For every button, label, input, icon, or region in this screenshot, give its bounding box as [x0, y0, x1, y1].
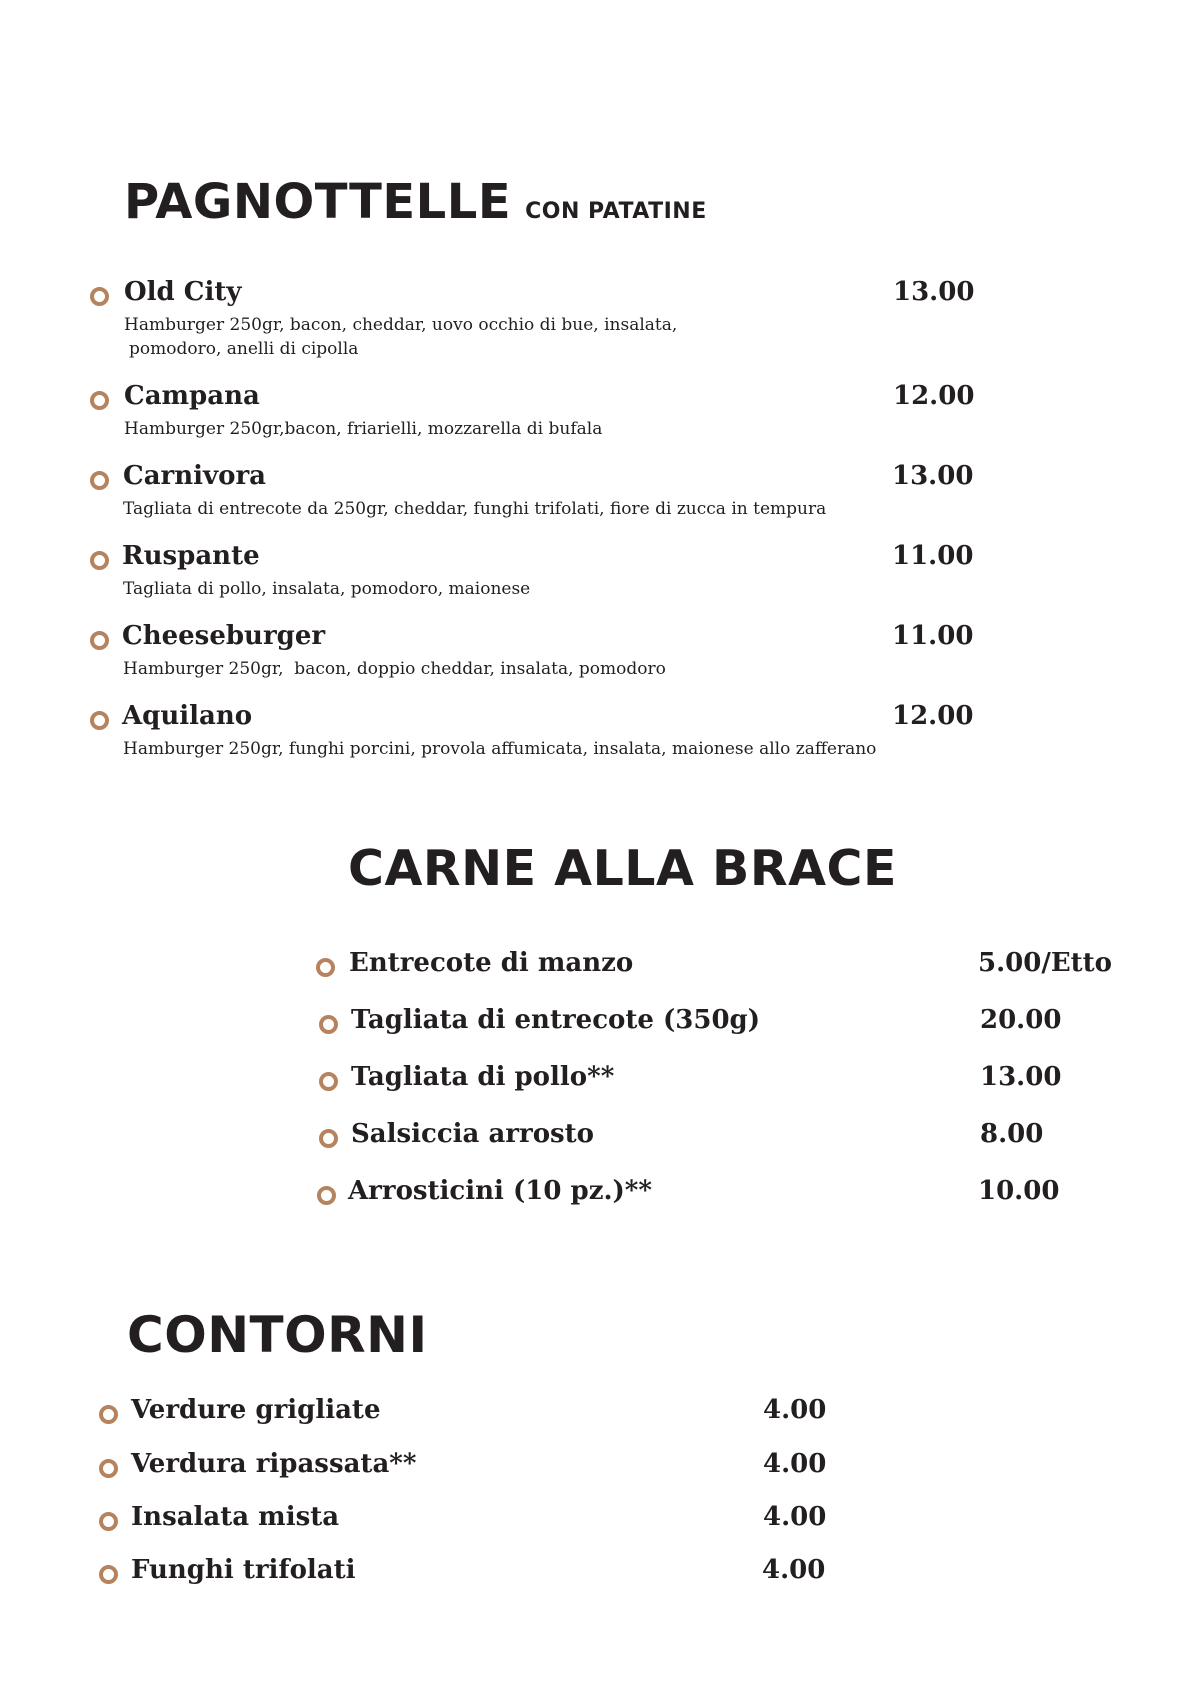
- item-name: Insalata mista: [131, 1502, 340, 1532]
- section-title-pagnottelle: [124, 174, 707, 230]
- section-title-contorni: CONTORNI: [127, 1306, 428, 1364]
- item-description: [124, 313, 844, 361]
- bullet-icon: [317, 1186, 336, 1205]
- bullet-icon: [99, 1565, 118, 1584]
- bullet-icon: [90, 551, 109, 570]
- item-price: 13.00: [893, 277, 975, 307]
- item-name: Aquilano: [122, 701, 253, 731]
- bullet-icon: [90, 631, 109, 650]
- item-price: 4.00: [763, 1502, 827, 1532]
- bullet-icon: [316, 958, 335, 977]
- bullet-icon: [99, 1405, 118, 1424]
- item-name: Carnivora: [123, 461, 267, 491]
- bullet-icon: [99, 1512, 118, 1531]
- item-description: Tagliata di entrecote da 250gr, cheddar, funghi trifolati, fiore di zucca in tempura: [123, 499, 827, 519]
- item-name: Funghi trifolati: [131, 1555, 356, 1585]
- item-name: Salsiccia arrosto: [351, 1119, 595, 1149]
- item-price: 12.00: [893, 381, 975, 411]
- bullet-icon: [99, 1459, 118, 1478]
- section-title-carne: CARNE ALLA BRACE: [348, 840, 897, 897]
- item-price: 12.00: [892, 701, 974, 731]
- item-name: Arrosticini (10 pz.)**: [348, 1176, 653, 1206]
- item-price: 4.00: [763, 1449, 827, 1479]
- bullet-icon: [90, 391, 109, 410]
- item-name: Verdura ripassata**: [131, 1449, 417, 1479]
- item-price: 5.00/Etto: [978, 948, 1112, 978]
- item-name: Tagliata di pollo**: [351, 1062, 615, 1092]
- item-description: Tagliata di pollo, insalata, pomodoro, maionese: [123, 579, 531, 599]
- section-subtitle: CON PATATINE: [525, 199, 707, 224]
- item-price: 13.00: [892, 461, 974, 491]
- item-name: Tagliata di entrecote (350g): [351, 1005, 761, 1035]
- item-price: 8.00: [980, 1119, 1044, 1149]
- bullet-icon: [90, 471, 109, 490]
- bullet-icon: [319, 1015, 338, 1034]
- item-name: Old City: [124, 277, 242, 307]
- bullet-icon: [319, 1072, 338, 1091]
- bullet-icon: [90, 711, 109, 730]
- item-description-line: Hamburger 250gr, bacon, cheddar, uovo occhio di bue, insalata,: [124, 315, 678, 335]
- item-name: Verdure grigliate: [131, 1395, 381, 1425]
- item-name: Ruspante: [122, 541, 260, 571]
- item-name: Entrecote di manzo: [349, 948, 634, 978]
- item-price: 20.00: [980, 1005, 1062, 1035]
- item-description: Hamburger 250gr, bacon, doppio cheddar, insalata, pomodoro: [123, 659, 666, 679]
- item-price: 11.00: [892, 541, 974, 571]
- bullet-icon: [90, 287, 109, 306]
- item-price: 11.00: [892, 621, 974, 651]
- item-price: 13.00: [980, 1062, 1062, 1092]
- item-name: Cheeseburger: [122, 621, 326, 651]
- bullet-icon: [319, 1129, 338, 1148]
- item-name: Campana: [124, 381, 260, 411]
- item-description-line: pomodoro, anelli di cipolla: [129, 339, 359, 359]
- item-description: Hamburger 250gr,bacon, friarielli, mozzarella di bufala: [124, 419, 603, 439]
- item-price: 4.00: [762, 1555, 826, 1585]
- item-price: 4.00: [763, 1395, 827, 1425]
- section-title-text: PAGNOTTELLE: [124, 174, 512, 230]
- item-price: 10.00: [978, 1176, 1060, 1206]
- item-description: Hamburger 250gr, funghi porcini, provola affumicata, insalata, maionese allo zafferano: [123, 739, 877, 759]
